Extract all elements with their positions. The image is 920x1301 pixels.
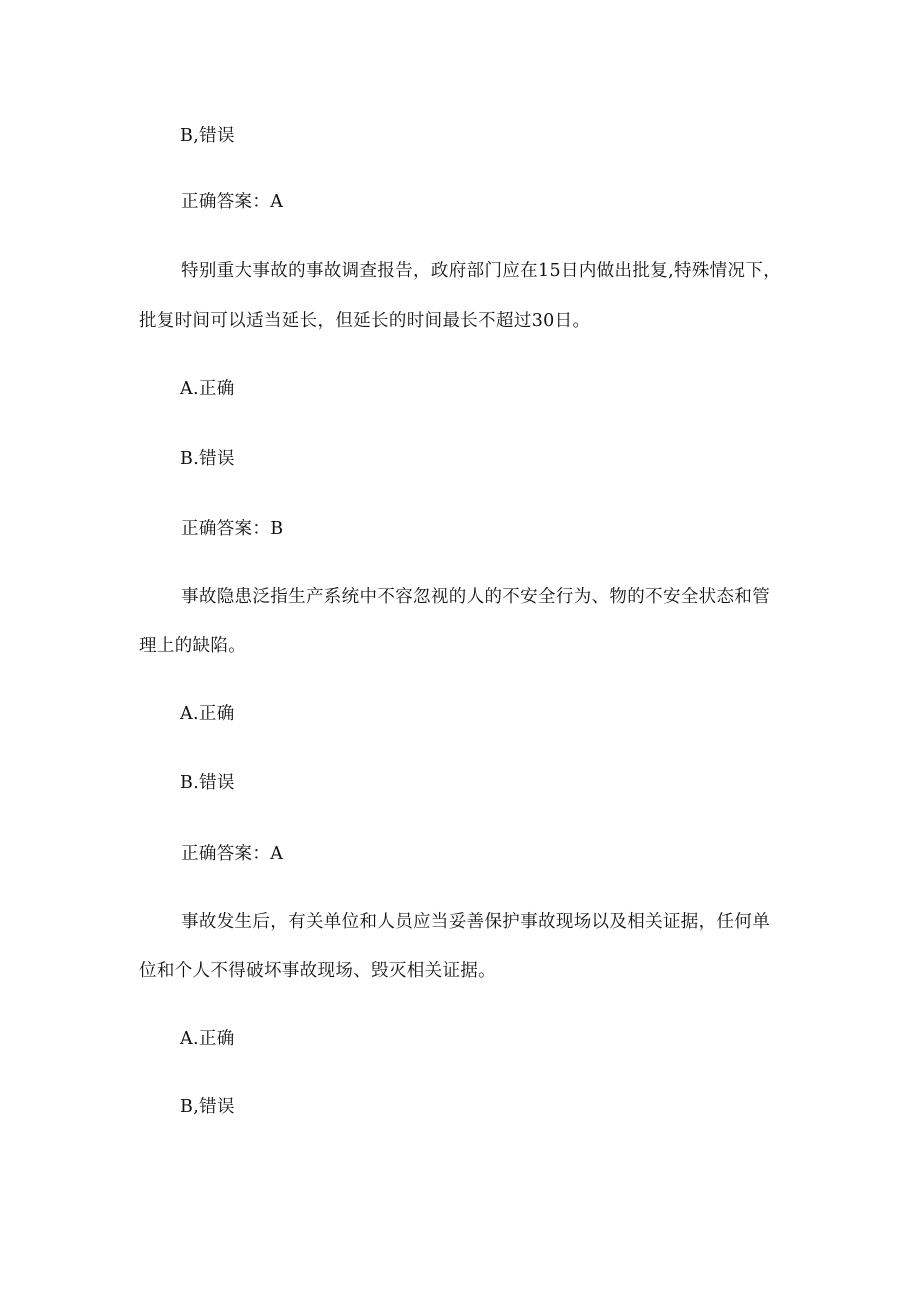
correct-answer: 正确答案：B (181, 519, 284, 539)
option-b: B.错误 (180, 773, 235, 793)
correct-answer: 正确答案：A (181, 844, 284, 864)
option-b: B.错误 (180, 449, 235, 469)
question-text-line2: 批复时间可以适当延长，但延长的时间最长不超过30日。 (139, 311, 591, 331)
question-text-line1: 事故隐患泛指生产系统中不容忽视的人的不安全行为、物的不安全状态和管 (181, 587, 771, 607)
option-b: B,错误 (180, 1097, 235, 1117)
question-text-line2: 理上的缺陷。 (139, 636, 247, 656)
option-a: A.正确 (180, 704, 235, 724)
question-text-line2: 位和个人不得破坏事故现场、毁灭相关证据。 (139, 961, 496, 981)
option-b: B,错误 (180, 126, 235, 146)
correct-answer: 正确答案：A (181, 192, 284, 212)
option-a: A.正确 (180, 379, 235, 399)
option-a: A.正确 (180, 1029, 235, 1049)
question-text-line1: 特别重大事故的事故调查报告，政府部门应在15日内做出批复,特殊情况下， (181, 261, 782, 281)
question-text-line1: 事故发生后，有关单位和人员应当妥善保护事故现场以及相关证据，任何单 (181, 912, 771, 932)
